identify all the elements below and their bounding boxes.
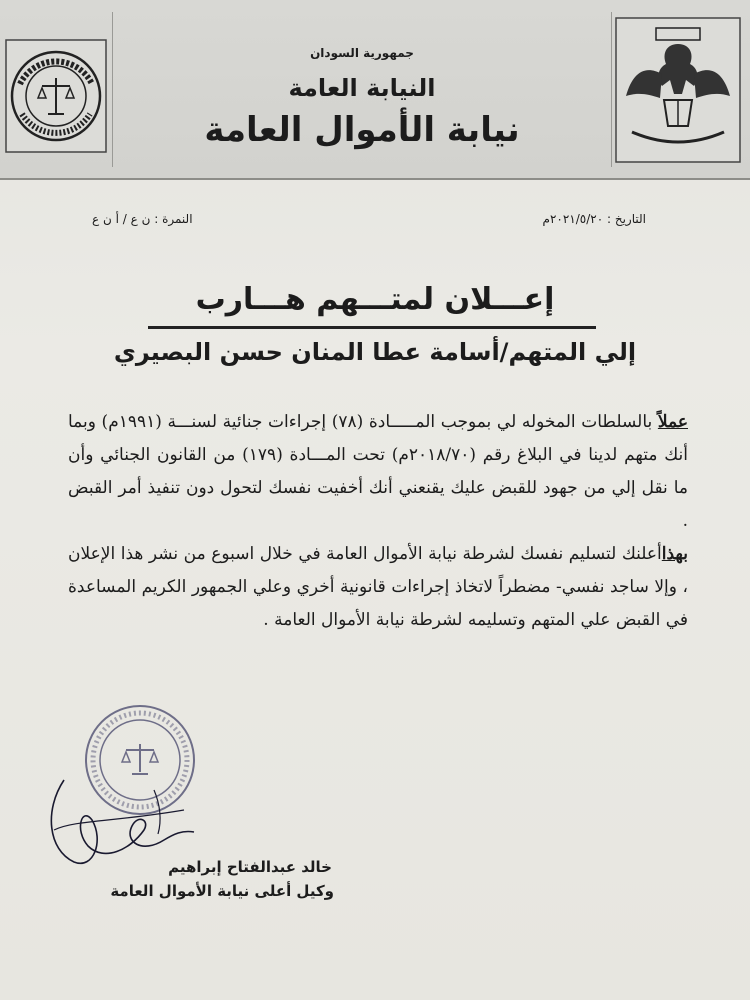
signatory-name: خالد عبدالفتاح إبراهيم	[168, 858, 332, 876]
addressee-line: إلي المتهم/أسامة عطا المنان حسن البصيري	[113, 338, 637, 366]
document-date: التاريخ : ٢٠٢١/٥/٢٠م	[542, 212, 646, 226]
document-body	[68, 406, 688, 637]
document-title: إعـــلان لمتـــهم هـــارب	[195, 282, 555, 317]
paragraph-1-text: بالسلطات المخوله لي بموجب المـــــادة (٧٨) إجراءات جنائية لسنـــة (١٩٩١م) وبما أنك متهم لدينا في البلاغ رقم (٢٠١٨/٧٠م) تحت المـــادة (١٧٩) من القانون الجنائي وأن ما نقل إلي من جهود للقبض عليك يقنعني أنك أخفيت نفسك لتحول دون تنفيذ أمر القبض .	[68, 412, 688, 531]
title-underline	[148, 326, 596, 329]
letterhead-title-box	[112, 12, 612, 167]
country-name: جمهورية السودان	[310, 46, 414, 60]
secretary-bird-emblem-icon	[612, 14, 744, 166]
office-name: نيابة الأموال العامة	[204, 110, 520, 150]
letterhead	[0, 0, 750, 180]
paragraph-2-lead: بهذا	[661, 544, 688, 564]
body-paragraph-2	[68, 538, 688, 637]
org-name: النيابة العامة	[288, 74, 436, 102]
signatory-title: وكيل أعلى نيابة الأموال العامة	[110, 882, 334, 900]
scales-seal-icon	[4, 36, 108, 156]
paragraph-2-text: أعلنك لتسليم نفسك لشرطة نيابة الأموال العامة في خلال اسبوع من نشر هذا الإعلان ، وإلا ساجد نفسي- مضطراً لاتخاذ إجراءات قانونية أخري وعلي الجمهور الكريم المساعدة في القبض علي المتهم وتسليمه لشرطة نيابة الأموال العامة .	[68, 544, 688, 630]
body-paragraph-1	[68, 406, 688, 538]
prosecution-seal	[4, 36, 108, 156]
reference-number: النمرة : ن ع / أ ن ع	[92, 212, 193, 226]
paragraph-1-lead: عملاً	[657, 412, 688, 432]
national-emblem	[612, 14, 744, 166]
